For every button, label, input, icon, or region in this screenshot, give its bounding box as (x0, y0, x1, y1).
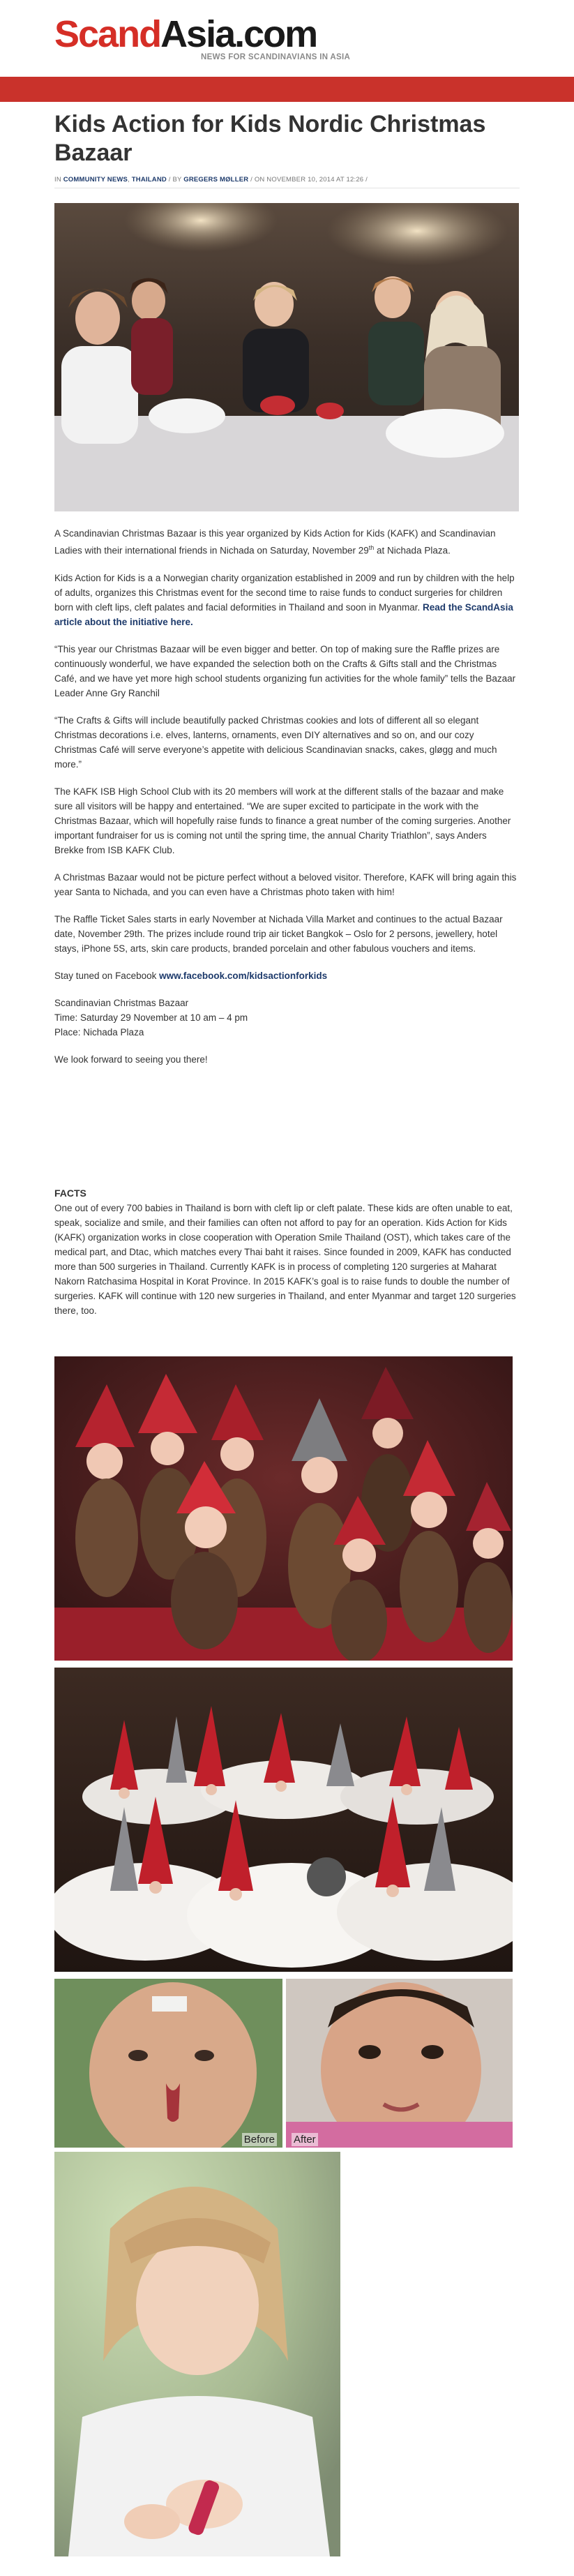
site-logo[interactable] (54, 15, 317, 53)
navigation-bar[interactable] (0, 77, 574, 102)
photo-fluffy-gnomes (54, 1668, 513, 1972)
event-name: Scandinavian Christmas Bazaar (54, 997, 189, 1008)
facts-heading: FACTS (54, 1188, 86, 1199)
facts-body: One out of every 700 babies in Thailand is born with cleft lip or cleft palate. These kids are often unable to eat, speak, socialize and smile, and their families can often not afford to pay for an operation. Kids Action for Kids (KAFK) organization works in close cooperation with Operation Smile Thailand (OST), which takes care of the medical part, and Dtac, which matches every Thai baht it raises. Since founded in 2009, KAFK has conducted more than 500 surgeries in Thailand. Currently KAFK is in process of completing 120 surgeries at Maharat Nakorn Ratchasima Hospital in Korat Province. In 2015 KAFK’s goal is to raise funds to double the number of surgeries. KAFK will continue with 120 new surgeries in Thailand, and enter Myanmar and target 120 surgeries there, too. (54, 1203, 516, 1316)
meta-in: IN (54, 176, 61, 184)
event-place: Place: Nichada Plaza (54, 1026, 144, 1038)
post-meta: IN COMMUNITY NEWS, THAILAND / BY GREGERS MØLLER / ON NOVEMBER 10, 2014 AT 12:26 / (54, 176, 520, 188)
photo-pinecone-elves (54, 1356, 513, 1661)
meta-by: / BY (168, 176, 182, 184)
paragraph-high-school-club: The KAFK ISB High School Club with its 20 members will work at the different stalls of the bazaar and make sure all visitors will be happy and entertained. “We are super excited to participate in the work with the Christmas Bazaar, which will hopefully raise funds to finance a great number of the coming surgeries. Another important fundraiser for us is coming not until the spring time, the annual Charity Triathlon”, says Anders Brekke from ISB KAFK Club. (54, 786, 511, 855)
logo-asia: Asia.com (160, 13, 317, 55)
photo-volunteers-at-table (54, 203, 519, 511)
event-details (54, 996, 518, 1040)
category-link-community-news[interactable]: COMMUNITY NEWS (63, 176, 128, 184)
paragraph-closing: We look forward to seeing you there! (54, 1054, 208, 1065)
author-link[interactable]: GREGERS MØLLER (183, 176, 249, 184)
photo-before-surgery (54, 1979, 282, 2148)
facebook-link[interactable]: www.facebook.com/kidsactionforkids (159, 970, 328, 981)
site-header (0, 0, 574, 75)
caption-after: After (292, 2133, 318, 2146)
photo-after-surgery (286, 1979, 513, 2148)
paragraph-crafts-gifts: “The Crafts & Gifts will include beautifully packed Christmas cookies and lots of different all so elegant Christmas decorations i.e. elves, lanterns, ornaments, even DIY alternatives and so on, and our cozy Christmas Café will serve everyone’s appetite with delicious Scandinavian snacks, cakes, gløgg and much more.” (54, 714, 497, 770)
caption-before: Before (242, 2133, 277, 2146)
post-header (54, 110, 520, 188)
paragraph-about-kafk: Kids Action for Kids is a a Norwegian charity organization established in 2009 and run by children with the help of adults, organizes this Christmas event for the second time to raise funds to conduct surgeries for children born with cleft lips, cleft palates and facial deformities in Thailand and soon in Myanmar. Read the ScandAsia article about the initiative here. (54, 572, 515, 627)
paragraph-raffle: The Raffle Ticket Sales starts in early November at Nichada Villa Market and continues to the actual Bazaar date, November 29th. The prizes include round trip air ticket Bangkok – Oslo for 2 persons, jewellery, hotel stays, iPhone 5S, arts, skin care products, branded porcelain and other fabulous vouchers and items. (54, 913, 503, 954)
category-link-thailand[interactable]: THAILAND (131, 176, 167, 184)
paragraph-intro: A Scandinavian Christmas Bazaar is this year organized by Kids Action for Kids (KAFK) and Scandinavian Ladies with their international friends in Nichada on Saturday, November 29th at Nichada Plaza. (54, 528, 496, 556)
facts-section (54, 1186, 518, 1318)
photo-girl-crafting (54, 2152, 340, 2556)
post-title: Kids Action for Kids Nordic Christmas Bazaar (54, 111, 486, 166)
site-tagline: NEWS FOR SCANDINAVIANS IN ASIA (201, 53, 351, 61)
paragraph-santa: A Christmas Bazaar would not be picture perfect without a beloved visitor. Therefore, KAFK will bring again this year Santa to Nichada, and you can even have a Christmas photo taken with him! (54, 871, 517, 897)
logo-scand: Scand (54, 13, 161, 55)
read-article-link[interactable]: Read the ScandAsia article about the initiative here. (54, 601, 513, 627)
article-body (54, 526, 518, 1079)
event-time: Time: Saturday 29 November at 10 am – 4 pm (54, 1012, 248, 1023)
paragraph-quote-leader: “This year our Christmas Bazaar will be even bigger and better. On top of making sure the Raffle prizes are continuously wonderful, we have expanded the selection both on the Crafts & Gifts stall and the Christmas Café, and we have yet more high school students organizing fun activities for the whole family” tells the Bazaar Leader Anne Gry Ranchil (54, 643, 516, 698)
meta-date: / ON NOVEMBER 10, 2014 AT 12:26 / (250, 176, 368, 184)
paragraph-facebook: Stay tuned on Facebook www.facebook.com/kidsactionforkids (54, 970, 328, 981)
